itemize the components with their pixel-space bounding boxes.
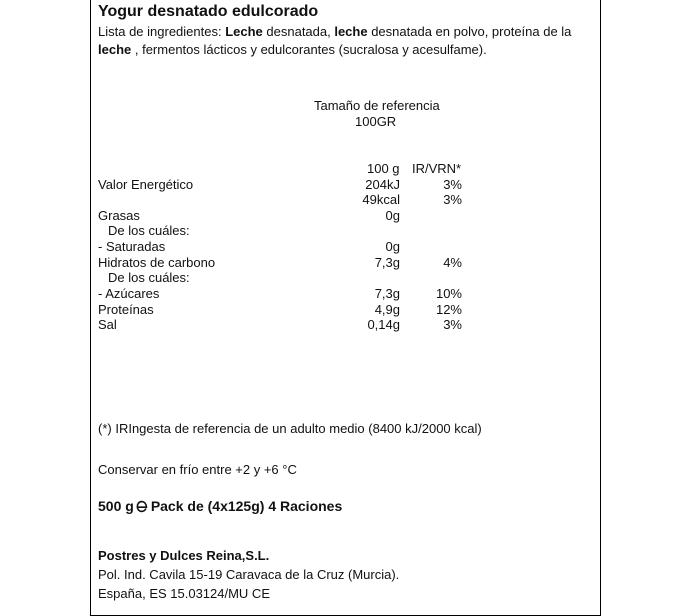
nutrition-row-label: De los cuáles: <box>108 223 190 238</box>
storage-instructions: Conservar en frío entre +2 y +6 °C <box>98 462 297 477</box>
estimated-e-icon <box>135 499 148 512</box>
company-address: Pol. Ind. Cavila 15-19 Caravaca de la Cruz (Murcia). <box>98 567 400 582</box>
ingredients-text: desnatada en polvo, proteína de la <box>367 24 572 39</box>
reference-size-label: Tamaño de referencia <box>314 98 440 113</box>
nutrition-row-value: 0,14g <box>367 317 400 332</box>
reference-intake-footnote: (*) IRIngesta de referencia de un adulto medio (8400 kJ/2000 kcal) <box>98 421 482 436</box>
reference-size-value: 100GR <box>355 114 397 129</box>
pack-description: Pack de (4x125g) 4 Raciones <box>150 498 343 514</box>
ingredients-list <box>98 23 594 59</box>
ingredient-allergen: Leche <box>225 24 263 39</box>
nutrition-row-pct: 3% <box>443 192 462 207</box>
ingredients-text: desnatada, <box>262 24 335 39</box>
ingredient-allergen: leche <box>98 42 132 57</box>
nutrition-row-label: Hidratos de carbono <box>98 255 216 270</box>
nutrition-header-per100: 100 g <box>367 161 400 176</box>
nutrition-row-pct: 10% <box>435 286 462 301</box>
nutrition-row-label: Sal <box>98 317 117 332</box>
nutrition-row-pct: 3% <box>443 177 462 192</box>
nutrition-row-value: 204kJ <box>365 177 400 192</box>
nutrition-row-value: 0g <box>385 239 400 254</box>
nutrition-row-pct: 4% <box>443 255 462 270</box>
nutrition-row-value: 7,3g <box>374 255 400 270</box>
nutrition-row-value: 7,3g <box>374 286 400 301</box>
nutrition-row-label: - Azúcares <box>98 286 160 301</box>
net-weight: 500 g <box>98 498 134 514</box>
nutrition-row-value: 49kcal <box>362 192 400 207</box>
ingredients-text: , fermentos lácticos y edulcorantes (sucralosa y acesulfame). <box>131 42 487 57</box>
ingredients-prefix: Lista de ingredientes: <box>98 24 226 39</box>
nutrition-row-label: De los cuáles: <box>108 270 190 285</box>
nutrition-row-label: Valor Energético <box>98 177 194 192</box>
nutrition-row-label: Grasas <box>98 208 140 223</box>
ingredient-allergen: leche <box>334 24 368 39</box>
nutrition-row-value: 0g <box>385 208 400 223</box>
pack-info <box>98 497 342 515</box>
nutrition-row-pct: 12% <box>435 302 462 317</box>
company-registry: España, ES 15.03124/MU CE <box>98 586 270 601</box>
nutrition-row-pct: 3% <box>443 317 462 332</box>
company-name: Postres y Dulces Reina,S.L. <box>98 548 270 563</box>
product-title: Yogur desnatado edulcorado <box>98 3 319 20</box>
nutrition-row-value: 4,9g <box>374 302 400 317</box>
nutrition-row-label: Proteínas <box>98 302 154 317</box>
nutrition-row-label: - Saturadas <box>98 239 166 254</box>
nutrition-header-ir: IR/VRN* <box>412 161 462 176</box>
